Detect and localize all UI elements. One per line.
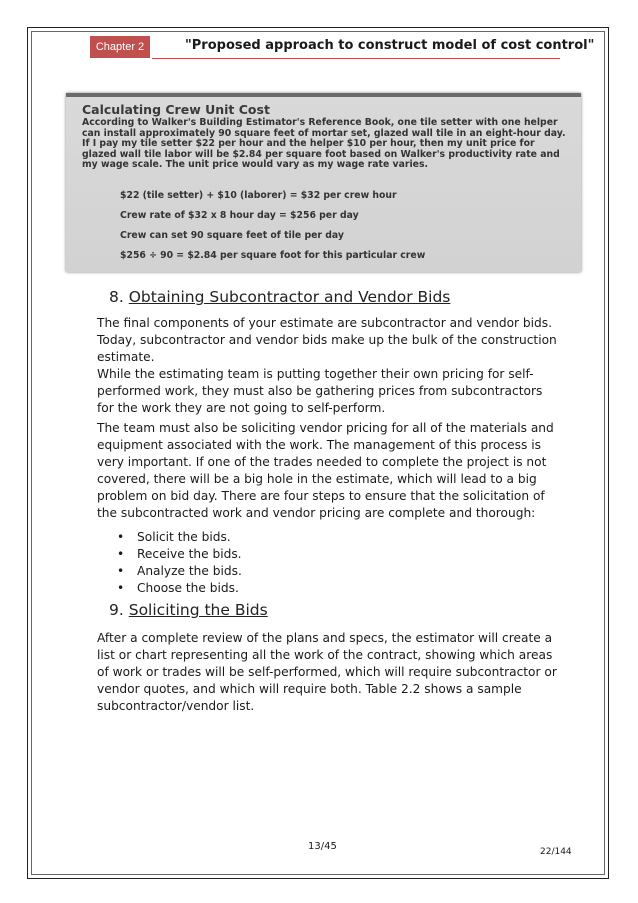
section-9-number: 9. — [109, 601, 124, 619]
chapter-badge: Chapter 2 — [90, 36, 150, 58]
section-8-paragraph-3: The team must also be soliciting vendor pricing for all of the materials and equipment associated with the work. The management of this process is very important. If one of the trades needed to complete the project is not covered, there will be a big hole in the estimate, which will lead to a big problem on bid day. There are four steps to ensure that the solicitation of the subcontracted work and vendor pricing are complete and thorough: — [97, 421, 554, 520]
header-title: "Proposed approach to construct model of cost control" — [185, 38, 595, 53]
figure-line: $256 ÷ 90 = $2.84 per square foot for this particular crew — [120, 250, 426, 261]
section-8-number: 8. — [109, 288, 124, 306]
total-page-number: 22/144 — [540, 847, 572, 857]
section-8-paragraph-1: The final components of your estimate are subcontractor and vendor bids. Today, subcontractor and vendor bids make up the bulk of the construction estimate. — [97, 316, 557, 364]
section-8-title: Obtaining Subcontractor and Vendor Bids — [128, 288, 451, 306]
section-8-heading — [109, 288, 450, 306]
figure-line: Crew can set 90 square feet of tile per day — [120, 230, 344, 241]
header-divider — [152, 58, 560, 59]
section-9-paragraph-1: After a complete review of the plans and specs, the estimator will create a list or chart representing all the work of the contract, showing which areas of work or trades will be self-performed, which will require subcontractor or vendor quotes, and which will require both. Table 2.2 shows a sample subcontractor/vendor list. — [97, 631, 557, 713]
section-8-paragraph-2: While the estimating team is putting together their own pricing for self-performed work, they must also be gathering prices from subcontractors for the work they are not going to self-perform. — [97, 367, 543, 415]
page-number: 13/45 — [308, 841, 337, 852]
list-item: • Receive the bids. — [117, 546, 242, 563]
figure-title: Calculating Crew Unit Cost — [82, 102, 270, 117]
bid-steps-list — [117, 529, 242, 597]
figure-line: Crew rate of $32 x 8 hour day = $256 per day — [120, 210, 359, 221]
list-item: • Choose the bids. — [117, 580, 242, 597]
list-item: • Analyze the bids. — [117, 563, 242, 580]
list-item: • Solicit the bids. — [117, 529, 242, 546]
figure-paragraph: According to Walker's Building Estimator's Reference Book, one tile setter with one helper can install approximately 90 square feet of mortar set, glazed wall tile in an eight-hour day. If I pay my tile setter $22 per hour and the helper $10 per hour, then my unit price for glazed wall tile labor will be $2.84 per square foot based on Walker's productivity rate and my wage scale. The unit price would vary as my wage rate varies. — [82, 117, 566, 171]
figure-calculation-lines — [120, 186, 425, 266]
crew-unit-cost-figure — [66, 93, 581, 272]
figure-line: $22 (tile setter) + $10 (laborer) = $32 per crew hour — [120, 190, 397, 201]
section-9-heading — [109, 601, 268, 619]
section-9-title: Soliciting the Bids — [128, 601, 268, 619]
